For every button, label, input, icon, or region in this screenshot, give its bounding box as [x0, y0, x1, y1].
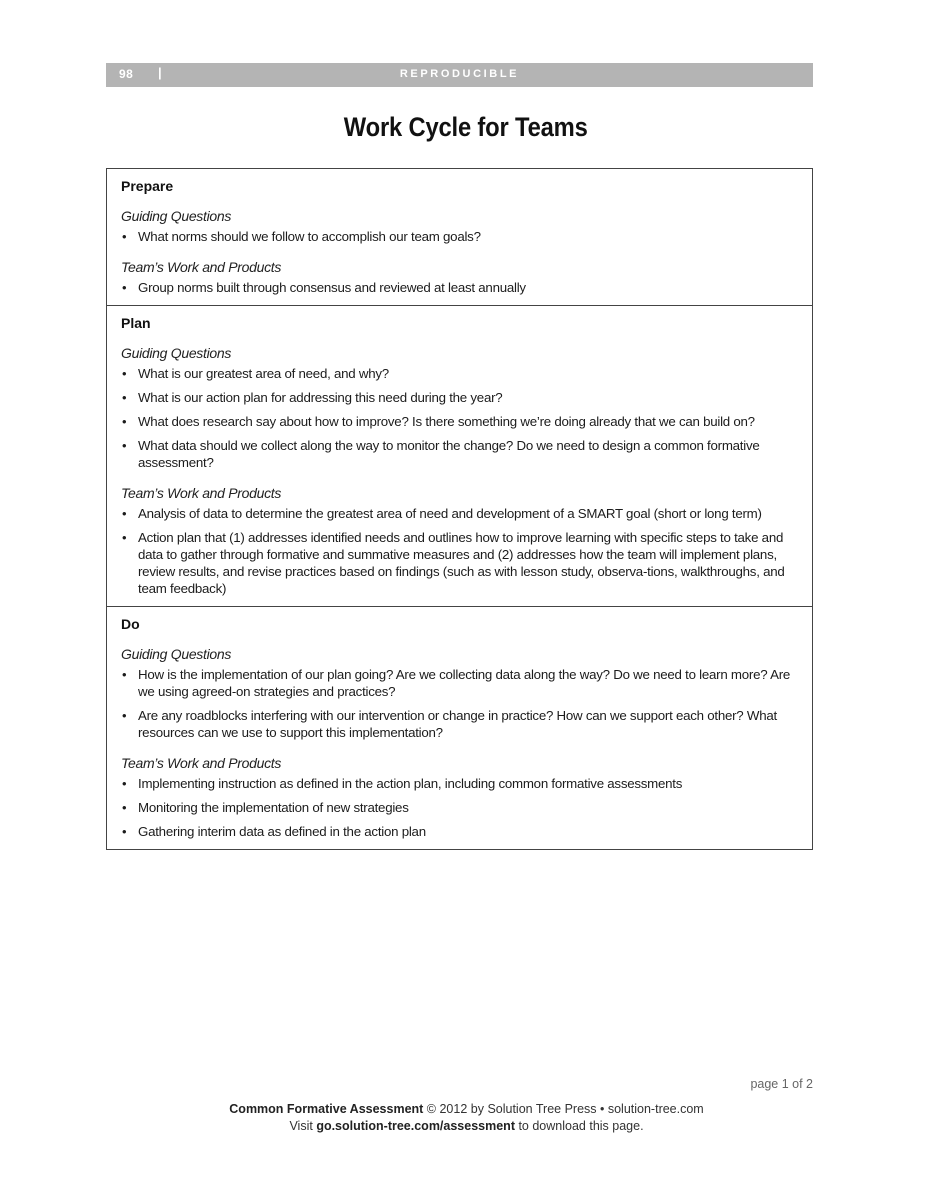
bullet-icon: • [122, 800, 127, 815]
guiding-questions-list [121, 666, 798, 741]
guiding-questions-label: Guiding Questions [121, 208, 232, 224]
stage-heading: Prepare [121, 178, 174, 194]
page-indicator: page 1 of 2 [750, 1077, 813, 1091]
bullet-icon: • [122, 824, 127, 839]
visit-suffix: to download this page. [514, 1119, 644, 1133]
book-title: Common Formative Assessment [229, 1102, 424, 1116]
section-prepare [107, 169, 812, 305]
bullet-icon: • [122, 708, 127, 723]
guiding-questions-list [121, 365, 798, 471]
work-products-label: Team’s Work and Products [121, 485, 282, 501]
bullet-icon: • [122, 229, 127, 244]
bullet-icon: • [122, 506, 127, 521]
bullet-icon: • [122, 530, 127, 545]
list-item: • What norms should we follow to accomplish our team goals? [122, 229, 481, 244]
visit-prefix: Visit [289, 1119, 317, 1133]
bullet-icon: • [122, 390, 127, 405]
list-item: • What data should we collect along the way to monitor the change? Do we need to design a common formative assessment? [122, 438, 760, 470]
work-products-label: Team’s Work and Products [121, 259, 282, 275]
section-do [107, 606, 812, 849]
bullet-icon: • [122, 667, 127, 682]
bullet-icon: • [122, 776, 127, 791]
page-title: Work Cycle for Teams [343, 112, 588, 142]
stage-heading: Plan [121, 315, 151, 331]
guiding-questions-label: Guiding Questions [121, 646, 232, 662]
work-products-list [121, 775, 798, 840]
list-item: • What does research say about how to improve? Is there something we’re doing already that we can build on? [122, 414, 755, 429]
list-item: • Action plan that (1) addresses identified needs and outlines how to improve learning with specific steps to take and data to gather through formative and summative measures and (2) addresses how the team will implement plans, review results, and revise practices based on findings (such as with lesson study, observa-tions, walkthroughs, and team feedback) [122, 530, 785, 596]
section-plan [107, 305, 812, 606]
bullet-icon: • [122, 438, 127, 453]
work-products-list [121, 279, 798, 296]
bullet-icon: • [122, 280, 127, 295]
stage-heading: Do [121, 616, 140, 632]
list-item: • Monitoring the implementation of new strategies [122, 800, 409, 815]
download-line [0, 1118, 933, 1135]
bullet-icon: • [122, 366, 127, 381]
footer [0, 1101, 933, 1135]
list-item: • Analysis of data to determine the greatest area of need and development of a SMART goal (short or long term) [122, 506, 762, 521]
download-link[interactable]: go.solution-tree.com/assessment [316, 1119, 515, 1133]
list-item: • Are any roadblocks interfering with our intervention or change in practice? How can we support each other? What resources can we use to support this implementation? [122, 708, 777, 740]
work-cycle-table [106, 168, 813, 850]
list-item: • How is the implementation of our plan going? Are we collecting data along the way? Do we need to learn more? Are we using agreed-on strategies and practices? [122, 667, 791, 699]
copyright-text: © 2012 by Solution Tree Press • solution-tree.com [423, 1102, 704, 1116]
list-item: • Implementing instruction as defined in the action plan, including common formative assessments [122, 776, 683, 791]
guiding-questions-label: Guiding Questions [121, 345, 232, 361]
bullet-icon: • [122, 414, 127, 429]
reproducible-header-bar [106, 63, 813, 87]
list-item: • What is our action plan for addressing this need during the year? [122, 390, 503, 405]
work-products-label: Team’s Work and Products [121, 755, 282, 771]
page-number: 98 [119, 67, 134, 81]
list-item: • What is our greatest area of need, and why? [122, 366, 389, 381]
reproducible-label: REPRODUCIBLE [399, 68, 520, 80]
list-item: • Gathering interim data as defined in the action plan [122, 824, 426, 839]
work-products-list [121, 505, 798, 597]
guiding-questions-list [121, 228, 798, 245]
copyright-line [0, 1101, 933, 1118]
header-separator: | [158, 65, 162, 80]
list-item: • Group norms built through consensus and reviewed at least annually [122, 280, 526, 295]
